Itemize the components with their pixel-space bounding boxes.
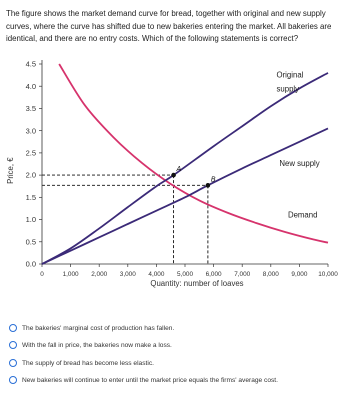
answer-option-4[interactable] — [0, 372, 350, 388]
question-text: The figure shows the market demand curve for bread, together with original and new supply curves, where the curve has shifted due to new bakeries entering the market. All bakeries are identical, and there are no entry costs. Which of the following statements is correct? — [6, 9, 332, 43]
y-tick-label: 2.5 — [25, 148, 36, 158]
radio-button[interactable] — [9, 376, 17, 384]
y-tick-label: 0.0 — [25, 259, 36, 269]
x-tick-label: 10,000 — [318, 271, 338, 278]
curve-annotation: Original — [276, 70, 304, 80]
new-supply-curve — [42, 128, 328, 264]
curve-annotation: Demand — [287, 210, 318, 220]
y-tick-label: 3.5 — [25, 104, 36, 114]
curve-annotation: supply — [276, 84, 300, 94]
point-b — [206, 183, 211, 188]
x-tick-label: 9,000 — [291, 271, 308, 278]
point-label-b: B — [210, 176, 216, 184]
radio-button[interactable] — [9, 359, 17, 367]
x-tick-label: 1,000 — [62, 271, 79, 278]
curve-annotation: New supply — [279, 159, 320, 169]
point-label-a: A — [176, 166, 182, 174]
y-tick-label: 0.5 — [25, 237, 36, 247]
x-tick-label: 4,000 — [148, 271, 165, 278]
equilibrium-points — [171, 166, 216, 188]
y-axis-title: Price, € — [6, 157, 15, 184]
original-supply-curve — [42, 73, 328, 264]
answer-option-1[interactable] — [0, 320, 350, 336]
chart-labels — [277, 70, 320, 219]
x-tick-label: 6,000 — [205, 271, 222, 278]
x-tick-label: 2,000 — [91, 271, 108, 278]
y-tick-label: 4.0 — [25, 81, 36, 91]
x-tick-label: 7,000 — [234, 271, 251, 278]
answer-option-3[interactable] — [0, 355, 350, 371]
x-tick-label: 5,000 — [177, 271, 193, 278]
x-tick-label: 3,000 — [119, 271, 136, 278]
answer-option-label: New bakeries will continue to enter until the market price equals the firms' average cost. — [22, 376, 278, 384]
y-tick-label: 1.0 — [25, 215, 36, 225]
y-tick-label: 1.5 — [25, 192, 36, 202]
radio-button[interactable] — [9, 324, 17, 332]
answer-option-label: With the fall in price, the bakeries now make a loss. — [22, 341, 172, 349]
x-tick-label: 0 — [40, 271, 44, 278]
answer-option-label: The bakeries' marginal cost of production has fallen. — [22, 324, 175, 332]
x-axis-title: Quantity: number of loaves — [150, 279, 244, 288]
y-tick-label: 2.0 — [25, 170, 36, 180]
y-tick-label: 4.5 — [25, 59, 36, 69]
answer-option-2[interactable] — [0, 337, 350, 353]
answer-option-label: The supply of bread has become less elastic. — [22, 359, 154, 367]
y-tick-label: 3.0 — [25, 126, 36, 136]
point-a — [171, 173, 176, 178]
radio-button[interactable] — [9, 341, 17, 349]
supply-demand-chart — [0, 54, 350, 316]
x-tick-label: 8,000 — [262, 271, 279, 278]
